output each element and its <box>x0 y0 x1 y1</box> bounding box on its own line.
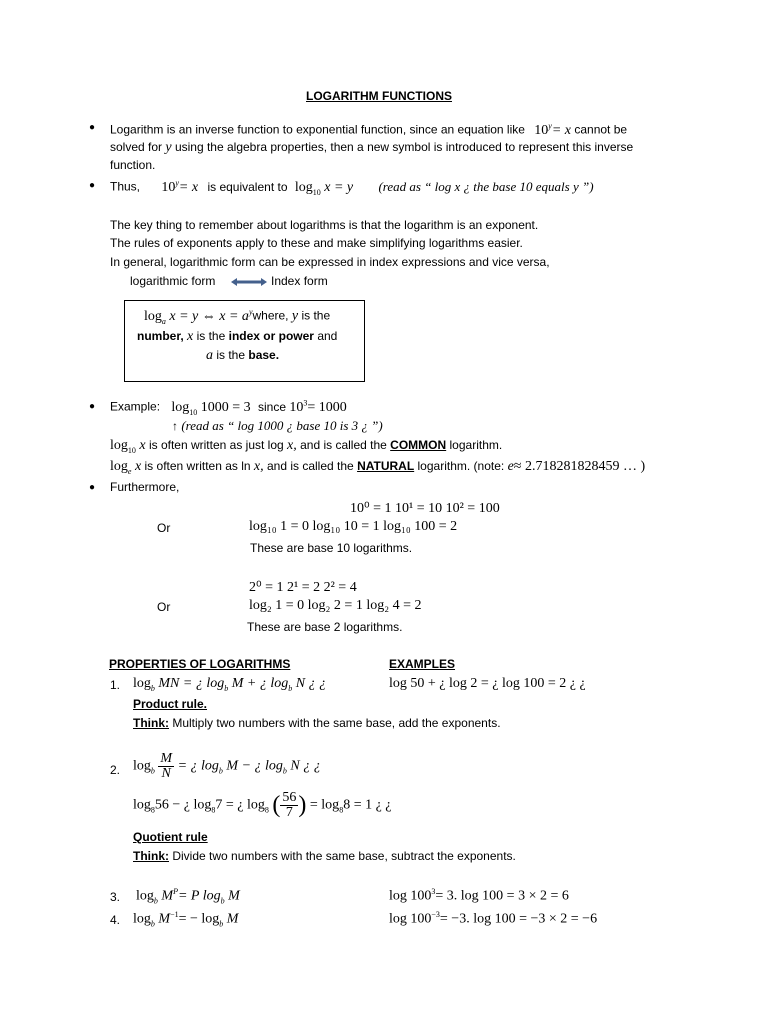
base2-note: These are base 2 logarithms. <box>247 620 403 634</box>
property-3-example: $\log 100^3= 3$. log 100 = 3 × 2 = 6 <box>389 887 569 904</box>
properties-header: PROPERTIES OF LOGARITHMS <box>109 657 291 671</box>
box-line-3: a is the base. <box>206 348 280 363</box>
form-label-index: Index form <box>271 274 328 288</box>
bullet-icon: ● <box>89 482 96 493</box>
page-title: LOGARITHM FUNCTIONS <box>306 89 452 103</box>
key-line-1: The key thing to remember about logarithms is that the logarithm is an exponent. <box>110 218 539 232</box>
property-2-rule: $\log_b$ $\frac{M}{N}$ = ¿ $\log_b M$ − ¿ $\log_b N$ ¿ ¿ <box>133 751 321 781</box>
base2-logs: log₂ 1 = 0 log₂ 2 = 1 log₂ 4 = 2 <box>249 598 422 613</box>
intro-bullet2: Thus, $10^y= x$ is equivalent to $\log_{10} x = y$ (read as “ log x ¿ the base 10 equals y ”) <box>110 178 594 197</box>
common-log-line: $\log_{10} x$ is often written as just log x, and is called the COMMON logarithm. <box>110 438 503 455</box>
example-read-line: ↑ (read as “ log 1000 ¿ base 10 is 3 ¿ ”) <box>172 418 383 433</box>
base10-note: These are base 10 logarithms. <box>250 541 413 555</box>
property-1-think: Think: Multiply two numbers with the same base, add the exponents. <box>133 716 501 730</box>
base10-logs: log₁₀ 1 = 0 log₁₀ 10 = 1 log₁₀ 100 = 2 <box>249 519 458 534</box>
or-label-2: Or <box>157 600 171 614</box>
form-label-logarithmic: logarithmic form <box>130 274 216 288</box>
property-4-number: 4. <box>110 913 121 927</box>
natural-log-line: $\log_e x$ is often written as ln x, and is called the NATURAL logarithm. (note: e≈ 2.718281828459 … ) <box>110 459 646 476</box>
base2-powers: 2⁰ = 1 2¹ = 2 2² = 4 <box>249 580 357 595</box>
property-1-rule: $\log_b$ MN = ¿ $\log_b M$ + ¿ $\log_b N$ ¿ ¿ <box>133 676 327 693</box>
property-4-example: $\log 100^{-3}= -3$. log 100 = −3 × 2 = −6 <box>389 910 598 927</box>
property-2-think: Think: Divide two numbers with the same base, subtract the exponents. <box>133 849 516 863</box>
box-line-1: $\log_a x = y$ ⇔ $x = a^ywhere$, y is the <box>144 307 331 326</box>
bullet-icon: ● <box>89 122 96 133</box>
double-arrow-icon <box>231 277 267 287</box>
intro-bullet1-line1: Logarithm is an inverse function to exponential function, since an equation like $10^y= x$ cannot be <box>110 121 628 138</box>
property-3-rule: $\log_b M^P= P$ $\log_b M$ <box>136 887 240 906</box>
property-2-example: $\log_856$ − ¿ $\log_87$ = ¿ $\log_8$ ( $\frac{56}{7}$ ) = $\log_88 = 1$ ¿ ¿ <box>133 790 392 820</box>
property-3-number: 3. <box>110 890 121 904</box>
property-1-name: Product rule. <box>133 697 208 711</box>
property-1-example: log 50 + ¿ log 2 = ¿ log 100 = 2 ¿ ¿ <box>389 676 586 691</box>
example-line: Example: $\log_{10} 1000 = 3$ since $10^3= 1000$ <box>110 398 347 417</box>
key-line-2: The rules of exponents apply to these and make simplifying logarithms easier. <box>110 236 523 250</box>
key-line-3: In general, logarithmic form can be expressed in index expressions and vice versa, <box>110 255 550 269</box>
base10-powers: 10⁰ = 1 10¹ = 10 10² = 100 <box>350 501 500 516</box>
furthermore-label: Furthermore, <box>110 480 180 494</box>
bullet-icon: ● <box>89 401 96 412</box>
bullet-icon: ● <box>89 180 96 191</box>
property-4-rule: $\log_b M^{-1}= - \log_b M$ <box>133 910 239 929</box>
or-label-1: Or <box>157 521 171 535</box>
examples-header: EXAMPLES <box>389 657 456 671</box>
property-1-number: 1. <box>110 678 121 692</box>
property-2-name: Quotient rule <box>133 830 208 844</box>
box-line-2: number, x is the index or power and <box>137 329 338 344</box>
intro-bullet1-line2: solved for y using the algebra properties, then a new symbol is introduced to represent this inverse <box>110 140 634 155</box>
intro-bullet1-line3: function. <box>110 158 156 172</box>
property-2-number: 2. <box>110 763 121 777</box>
